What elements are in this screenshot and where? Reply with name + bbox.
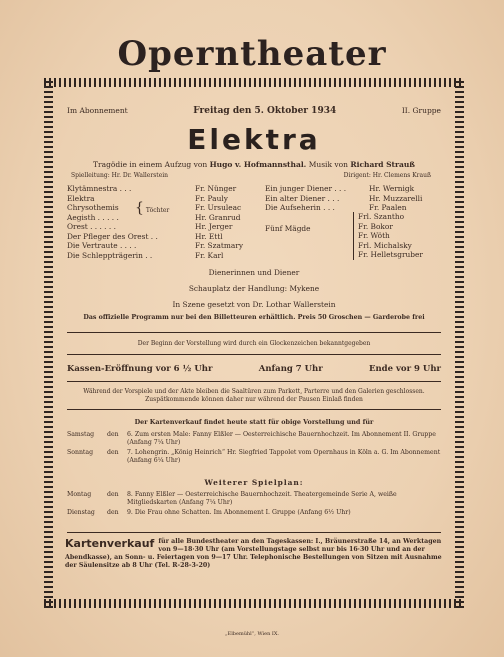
maids-label: Fünf Mägde (265, 224, 311, 233)
maid-actor: Fr. Helletsgruber (358, 250, 423, 259)
role-name: Orest . . . . . . (67, 222, 116, 231)
start-time: Anfang 7 Uhr (258, 364, 323, 374)
maid-actor: Frl. Szantho (358, 212, 405, 221)
role-name: Die Vertraute . . . . (67, 241, 137, 250)
actor-name: Fr. Paalen (369, 203, 407, 212)
maid-actor: Fr. Bokor (358, 221, 393, 231)
subscription-label: Im Abonnement (67, 106, 128, 115)
actor-name: Fr. Pauly (195, 193, 228, 203)
role-name: Aegisth . . . . . (67, 212, 119, 222)
performance-date: Freitag den 5. Oktober 1934 (193, 106, 337, 116)
actor-name: Hr. Jerger (195, 222, 233, 231)
role-name: Ein alter Diener . . . (265, 193, 340, 203)
schedule-den: den (107, 431, 119, 438)
daughters-brace (135, 199, 169, 217)
schedule-text: 6. Zum ersten Male: Fanny Elßler — Oesterreichische Bauernhochzeit. Im Abonnement II. Gruppe (Anfang 7¼ Uhr) (127, 431, 436, 446)
divider (67, 354, 441, 355)
schedule-den: den (107, 509, 119, 516)
cast-list-left (67, 184, 257, 260)
role-name: Chrysothemis (67, 203, 119, 212)
actor-name: Hr. Granrud (195, 212, 241, 222)
playbill-content (57, 92, 451, 594)
brace-glyph: { (135, 200, 144, 216)
schedule-day: Dienstag (67, 509, 95, 516)
cast-row (67, 222, 257, 232)
maid-actor: Frl. Michalsky (358, 240, 412, 250)
frame-bottom-border (44, 599, 464, 608)
entry-note: Während der Vorspiele und der Akte bleiben die Saaltüren zum Parkett, Parterre und den Galerien geschlossen. Zuspätkommende können daher nur während der Pausen Einlaß finden (83, 388, 425, 403)
times-row (67, 364, 441, 375)
box-office-time: Kassen-Eröffnung vor 6 ½ Uhr (67, 364, 213, 374)
schedule-row (65, 448, 443, 466)
author-name: Hugo v. Hofmannsthal. (209, 160, 307, 169)
cast-row (67, 232, 257, 242)
schedule-text: 8. Fanny Elßler — Oesterreichische Bauernhochzeit. Theatergemeinde Serie A, weiße Mitgliedskarten (Anfang 7¼ Uhr) (127, 491, 397, 506)
schedule-text: 9. Die Frau ohne Schatten. Im Abonnement I. Gruppe (Anfang 6½ Uhr) (127, 509, 351, 516)
bell-note: Der Beginn der Vorstellung wird durch ein Glockenzeichen bekanntgegeben (137, 340, 371, 347)
theater-title: Operntheater (117, 34, 387, 74)
divider (67, 532, 441, 533)
schedule-day: Montag (67, 491, 92, 498)
presale-note: Der Kartenverkauf findet heute statt für obige Vorstellung und für (134, 418, 374, 426)
schedule-den: den (107, 491, 119, 498)
end-time: Ende vor 9 Uhr (369, 364, 441, 374)
info-row (67, 106, 441, 117)
printer-credit: „Elbemühl“, Wien IX. (224, 631, 280, 637)
credits-row (71, 172, 431, 180)
cast-row (67, 251, 257, 261)
cast-list-right (265, 184, 445, 213)
play-subtitle (57, 160, 451, 169)
play-title: Elektra (187, 123, 321, 156)
subtitle-text: Tragödie in einem Aufzug von (93, 160, 208, 169)
cast-row (67, 241, 257, 251)
maids-list (353, 212, 423, 260)
divider (67, 332, 441, 333)
music-label: Musik von (308, 160, 348, 169)
schedule-row (65, 508, 443, 518)
role-name: Elektra (67, 193, 95, 203)
role-name: Klytämnestra . . . (67, 184, 132, 193)
schedule-day: Samstag (67, 431, 95, 438)
actor-name: Fr. Nünger (195, 184, 237, 193)
dashed-frame (44, 78, 464, 608)
setting-line: Schauplatz der Handlung: Mykene (188, 284, 320, 293)
group-label: II. Gruppe (401, 106, 441, 115)
cast-row (67, 184, 257, 194)
role-name: Der Pfleger des Orest . . (67, 231, 158, 241)
cast-row (265, 194, 445, 204)
ticket-sale-block (65, 538, 443, 570)
daughters-label: Töchter (145, 207, 170, 214)
schedule-today (65, 430, 443, 466)
divider (67, 381, 441, 382)
actor-name: Hr. Wernigk (369, 184, 415, 193)
maid-actor: Fr. Wöth (358, 231, 390, 240)
actor-name: Hr. Muzzarelli (369, 193, 423, 203)
composer-name: Richard Strauß (350, 160, 415, 169)
ticket-sale-text: für alle Bundestheater an den Tageskassen: I., Bräunerstraße 14, an Werktagen von 9—18·30 Uhr (am Vorstellungstage selbst nur bis 16·30 Uhr und an der Abendkasse), an Sonn- u. Feiertagen von 9—17 Uhr. Telephonische Bestellungen von Sitzen mit Ausnahme der Säulensitze ab 8 Uhr (Tel. R-28-3-20) (65, 538, 442, 569)
actor-name: Fr. Karl (195, 250, 224, 260)
schedule-day: Sonntag (67, 449, 94, 456)
schedule-den: den (107, 449, 119, 456)
divider (67, 409, 441, 410)
role-name: Ein junger Diener . . . (265, 184, 347, 193)
actor-name: Fr. Szatmary (195, 241, 244, 250)
frame-top-border (44, 78, 464, 87)
cast-row (265, 184, 445, 194)
frame-left-border (44, 78, 53, 608)
further-schedule-heading: Weiterer Spielplan: (204, 478, 304, 487)
program-note: Das offizielle Programm nur bei den Billetteuren erhältlich. Preis 50 Groschen — Garderobe frei (83, 314, 425, 321)
schedule-row (65, 490, 443, 508)
schedule-text: 7. Lohengrin. „König Heinrich“ Hr. Siegfried Tappolet vom Opernhaus in Köln a. G. Im Abonnement (Anfang 6¼ Uhr) (127, 449, 441, 464)
schedule-row (65, 430, 443, 448)
actor-name: Fr. Ursuleac (195, 203, 242, 212)
ticket-sale-label: Kartenverkauf (65, 537, 155, 550)
servants-line: Dienerinnen und Diener (208, 268, 300, 277)
role-name: Die Schleppträgerin . . (67, 250, 153, 260)
role-name: Die Aufseherin . . . (265, 203, 335, 212)
conductor-credit: Dirigent: Hr. Clemens Krauß (343, 172, 431, 179)
staging-line: In Szene gesetzt von Dr. Lothar Wallerstein (172, 300, 336, 309)
director-credit: Spielleitung: Hr. Dr. Wallerstein (71, 172, 169, 179)
actor-name: Hr. Ettl (195, 231, 223, 241)
frame-right-border (455, 78, 464, 608)
schedule-further (65, 490, 443, 518)
